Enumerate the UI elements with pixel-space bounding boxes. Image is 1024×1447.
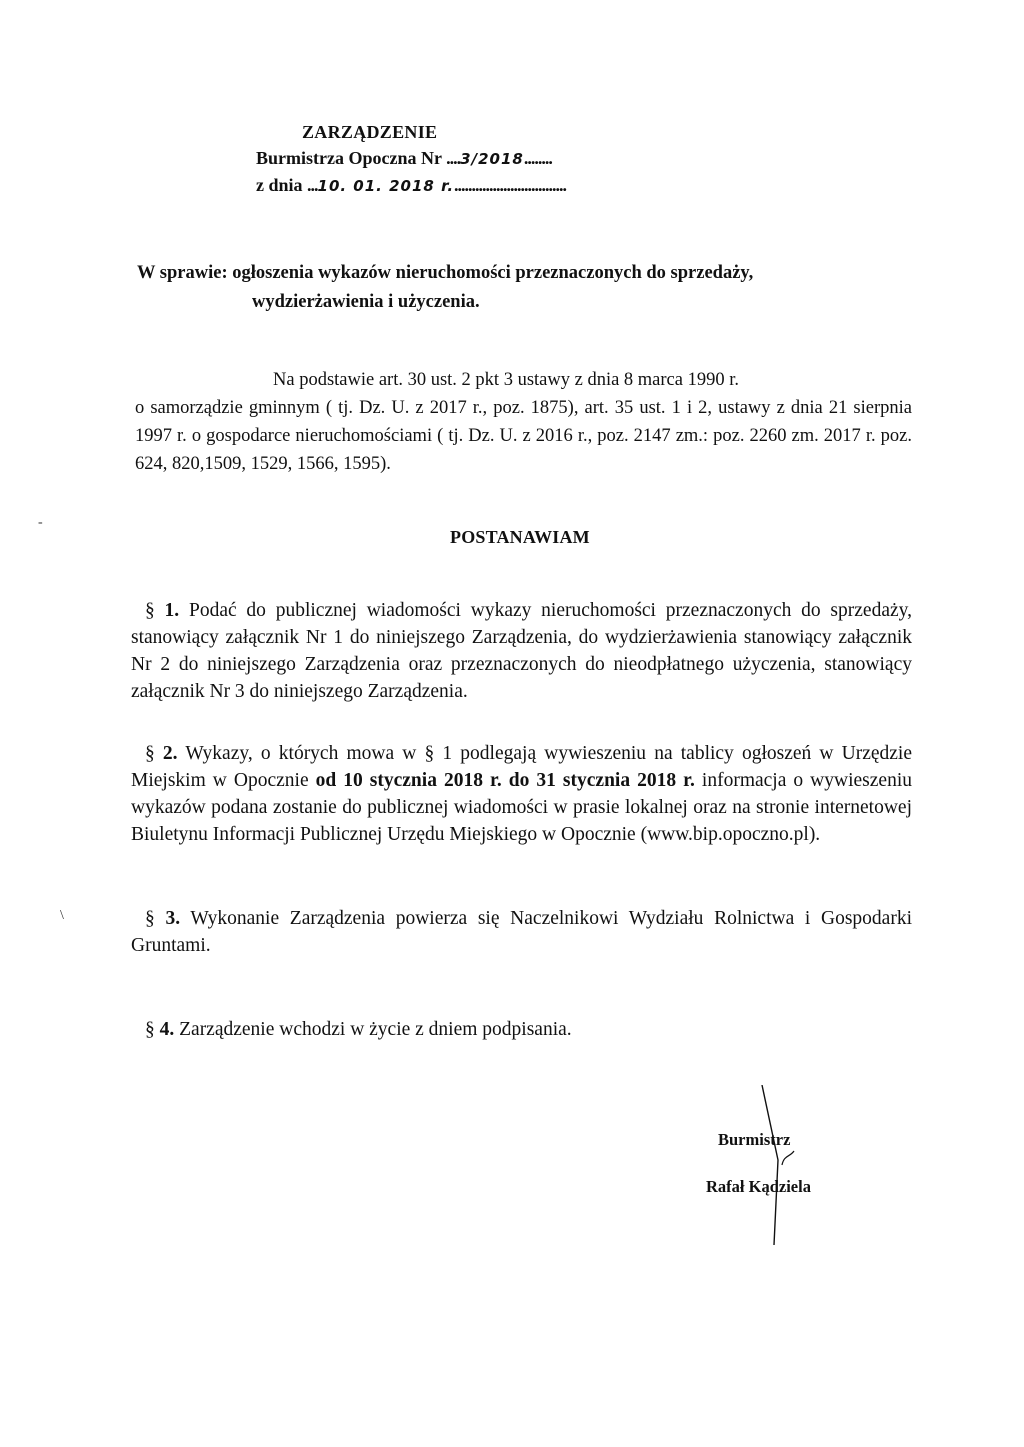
section-number: 3. [165,908,181,929]
handwritten-date: 10. 01. 2018 r. [317,177,455,195]
issuer-dots: .... [446,148,461,168]
paragraph-4 [131,1016,912,1043]
issuer-line [256,148,552,169]
paragraph-3 [131,905,912,959]
paragraph-text: Zarządzenie wchodzi w życie z dniem podpisania. [179,1019,572,1040]
subject-text-line2: wydzierżawienia i użyczenia. [252,292,480,312]
issuer-dots-after: ........ [523,148,552,168]
scan-mark: \ [60,908,64,923]
handwritten-number: 3/2018 [460,150,524,168]
paragraph-2 [131,740,912,848]
decision-heading: POSTANAWIAM [450,527,590,547]
document-title: ZARZĄDZENIE [302,122,438,142]
paragraph-1 [131,597,912,705]
date-dots: ... [307,175,318,195]
section-symbol: § [145,743,155,764]
legal-basis [135,366,912,478]
legal-basis-rest: o samorządzie gminnym ( tj. Dz. U. z 2017 r., poz. 1875), art. 35 ust. 1 i 2, ustawy z dnia 21 sierpnia 1997 r. o gospodarce nieruchomościami ( tj. Dz. U. z 2016 r., poz. 2147 zm.: poz. 2260 zm. 2017 r. poz. 624, 820,1509, 1529, 1566, 1595). [135,398,912,474]
signature-name: Rafał Kądziela [706,1177,811,1196]
section-symbol: § [145,908,155,929]
date-label: z dnia [256,175,303,195]
signature-title: Burmistrz [718,1130,791,1149]
paragraph-text-b: informacja o wywieszeniu wykazów podana zostanie do publicznej wiadomości w prasie lokalnej oraz na stronie internetowej Biuletynu Informacji Publicznej Urzędu Miejskiego w Opocznie (www.bip.opoczno.pl). [131,770,912,845]
scan-mark: - [38,515,43,530]
date-dots-after: ................................ [454,175,567,195]
subject-label: W sprawie: [137,263,228,283]
date-line [256,175,566,196]
subject-text-line1: ogłoszenia wykazów nieruchomości przeznaczonych do sprzedaży, [232,263,754,283]
legal-basis-line1: Na podstawie art. 30 ust. 2 pkt 3 ustawy z dnia 8 marca 1990 r. [273,370,739,390]
section-symbol: § [145,1019,155,1040]
section-number: 2. [162,743,178,764]
paragraph-text-a: Wykazy, o których mowa w § 1 podlegają wywieszeniu na tablicy ogłoszeń w Urzędzie Miejskim w Opocznie [131,743,913,791]
paragraph-text: Podać do publicznej wiadomości wykazy nieruchomości przeznaczonych do sprzedaży, stanowiący załącznik Nr 1 do niniejszego Zarządzenia, do wydzierżawienia stanowiący załącznik Nr 2 do niniejszego Zarządzenia oraz przeznaczonych do nieodpłatnego użyczenia, stanowiący załącznik Nr 3 do niniejszego Zarządzenia. [131,600,912,702]
signature-scribble [760,1085,800,1245]
section-number: 4. [159,1019,175,1040]
section-symbol: § [145,600,155,621]
paragraph-text: Wykonanie Zarządzenia powierza się Naczelnikowi Wydziału Rolnictwa i Gospodarki Gruntami. [131,908,912,956]
subject-block [137,259,877,317]
paragraph-dates: od 10 stycznia 2018 r. do 31 stycznia 2018 r. [315,770,695,791]
section-number: 1. [164,600,180,621]
issuer-label: Burmistrza Opoczna Nr [256,148,442,168]
